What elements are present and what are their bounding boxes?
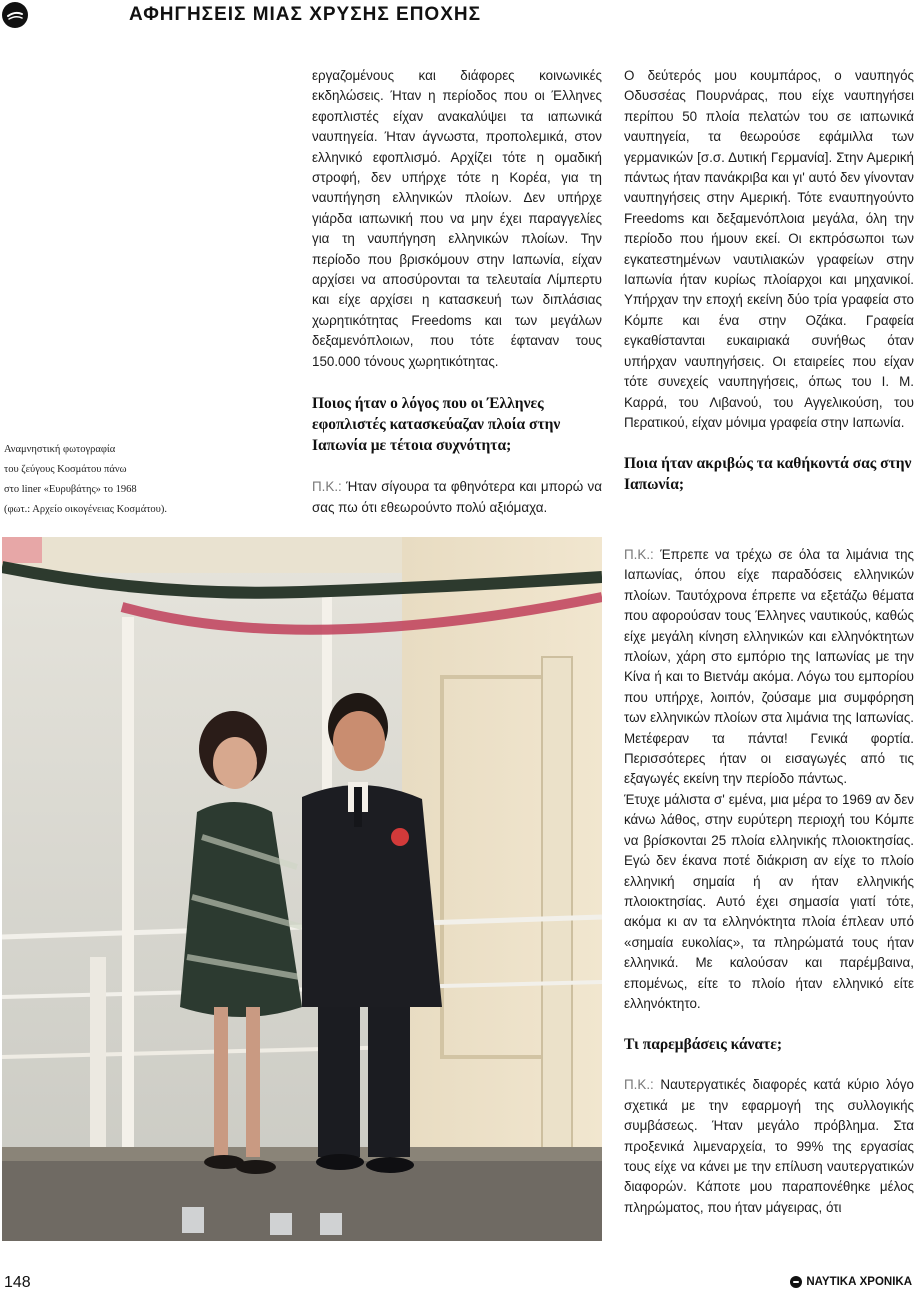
section-title: ΑΦΗΓΗΣΕΙΣ ΜΙΑΣ ΧΡΥΣΗΣ ΕΠΟΧΗΣ bbox=[129, 4, 482, 25]
paragraph: εργαζομένους και διάφορες κοινωνικές εκδηλώσεις. Ήταν η περίοδος που οι Έλληνες εφοπλιστές είχαν ανακαλύψει τα ιαπωνικά ναυπηγεία. Ήταν άγνωστα, προπολεμικά, στον ελληνικό εφοπλισμό. Αρχίζει τότε η ομαδική στροφή, δεν υπήρχε τότε η Κορέα, για τη ναυπήγηση ελληνικών πλοίων. Δεν υπήρχε γιάρδα ιαπωνική που να μην έχει παραγγελίες για τη ναυπήγηση ελληνικών πλοίων. Την περίοδο που βρισκόμουν στην Ιαπωνία, είχαν αρχίσει να αποσύρονται τα τελευταία Λίμπερτυ και είχε αρχίσει η κατασκευή των διπλάσιας χωρητικότητας Freedoms και των μεγάλων δεξαμενόπλοιων, που τότε έφταναν τους 150.000 τόνους χωρητικότητας. bbox=[312, 68, 602, 369]
article-column-3 bbox=[624, 545, 914, 1218]
interview-question: Ποιος ήταν ο λόγος που οι Έλληνες εφοπλιστές κατασκεύαζαν πλοία στην Ιαπωνία με τέτοια συχνότητα; bbox=[312, 395, 561, 455]
speaker-label: Π.Κ.: bbox=[624, 547, 654, 562]
speaker-label: Π.Κ.: bbox=[312, 479, 342, 495]
article-column-2 bbox=[624, 66, 914, 495]
caption-line: στο liner «Ευρυβάτης» το 1968 bbox=[4, 484, 137, 495]
page-number: 148 bbox=[4, 1274, 31, 1291]
magazine-logo-icon bbox=[2, 2, 28, 28]
archive-photo bbox=[2, 537, 602, 1241]
photo-caption bbox=[4, 440, 204, 520]
answer-paragraph bbox=[624, 1075, 914, 1218]
answer-text: Ναυτεργατικές διαφορές κατά κύριο λόγο σχετικά με την εφαρμογή της συλλογικής συμβάσεως. Ήταν μεγάλο πρόβλημα. Στα προξενικά λιμεναρχεία, το 99% της εργασίας τους είχε να κάνει με την επίλυση ναυτεργατικών διαφορών. Κάποτε μου παραπονέθηκε μέλος πληρώματος, που ήταν μάγειρας, ότι bbox=[624, 1077, 914, 1215]
speaker-label: Π.Κ.: bbox=[624, 1077, 654, 1093]
couple-on-deck-illustration bbox=[2, 537, 602, 1241]
caption-line: (φωτ.: Αρχείο οικογένειας Κοσμάτου). bbox=[4, 504, 167, 515]
caption-line: του ζεύγους Κοσμάτου πάνω bbox=[4, 464, 127, 475]
brand-name: ΝΑΥΤΙΚΑ ΧΡΟΝΙΚΑ bbox=[806, 1276, 912, 1288]
answer-text: Ήταν σίγουρα τα φθηνότερα και μπορώ να σας πω ότι εθεωρούντο πολύ αξιόμαχα. bbox=[312, 479, 602, 515]
paragraph: Έτυχε μάλιστα σ' εμένα, μια μέρα το 1969 αν δεν κάνω λάθος, στην ευρύτερη περιοχή του Κόμπε να βρίσκονται 25 πλοία ελληνικής πλοιοκτησίας. Εγώ δεν έκανα ποτέ διάκριση αν είχε το πλοίο ελληνική σημαία ή αν ήταν ελληνικής πλοιοκτησίας. Αυτό έχει σημασία γιατί τότε, ακόμα κι αν τα ελληνόκτητα πλοία έπλεαν υπό «σημαία ευκολίας», τα πληρώματά τους ήταν ελληνικά. Με καλούσαν και παρέμβαινα, επομένως, είτε το πλοίο ήταν ελληνικό είτε ελληνόκτητο. bbox=[624, 791, 914, 1011]
answer-paragraph bbox=[312, 477, 602, 518]
interview-question: Ποια ήταν ακριβώς τα καθήκοντά σας στην Ιαπωνία; bbox=[624, 455, 912, 494]
caption-line: Αναμνηστική φωτογραφία bbox=[4, 444, 116, 455]
brand-logo-icon bbox=[790, 1276, 802, 1288]
answer-text: Έπρεπε να τρέχω σε όλα τα λιμάνια της Ιαπωνίας, όπου είχε παραδόσεις ελληνικών πλοίων. Ταυτόχρονα έπρεπε να εξετάζω θέματα που αφορούσαν τους Έλληνες ναυτικούς, καθώς είχε μεγάλη κίνηση ελληνικών και ελληνόκτητων πλοίων, χάρη στο εμπόριο της Ιαπωνίας με την Κίνα ή και το Βιετνάμ ακόμα. Λόγω του εμπορίου που υπήρχε, λοιπόν, ζούσαμε μια συμφόρηση των ελληνικών πλοίων στα λιμάνια της Ιαπωνίας. Μετέφεραν τα πάντα! Γενικά φορτία. Περισσότερες ήταν οι εισαγωγές από τις εξαγωγές εκείνη την περίοδο πάντως. bbox=[624, 547, 914, 787]
magazine-brand bbox=[790, 1276, 912, 1288]
answer-paragraph bbox=[624, 545, 914, 790]
paragraph: Ο δεύτερός μου κουμπάρος, ο ναυπηγός Οδυσσέας Πουρνάρας, που είχε ναυπηγήσει περίπου 50 πλοία πελατών του σε ιαπωνικά ναυπηγεία, τα θεωρούσε εφάμιλλα των γερμανικών [σ.σ. Δυτική Γερμανία]. Στην Αμερική πάντως ήταν πανάκριβα και γι' αυτό δεν γίνονταν ναυπηγήσεις στην Αμερική. Τότε εναυπηγούντο Freedoms και δεξαμενόπλοια μεγάλα, όλη την περίοδο που ήμουν εκεί. Οι εκπρόσωποι των εγκατεστημένων ναυτιλιακών γραφείων στην Ιαπωνία ήταν κυρίως πλοίαρχοι και μηχανικοί. Υπήρχαν την εποχή εκείνη δύο τρία γραφεία στο Κόμπε και ένα στην Οζάκα. Γραφεία εγκαθίστανται ευκαιριακά συνήθως όταν υπήρχαν ναυπηγήσεις. Οι εταιρείες που είχαν τότε συνεχείς ναυπηγήσεις, όπως του Ι. Μ. Καρρά, του Λιβανού, του Αγγελικούση, του Περατικού, είχαν μόνιμα γραφεία στην Ιαπωνία. bbox=[624, 68, 914, 430]
interview-question: Τι παρεμβάσεις κάνατε; bbox=[624, 1036, 782, 1054]
article-column-1 bbox=[312, 66, 602, 518]
